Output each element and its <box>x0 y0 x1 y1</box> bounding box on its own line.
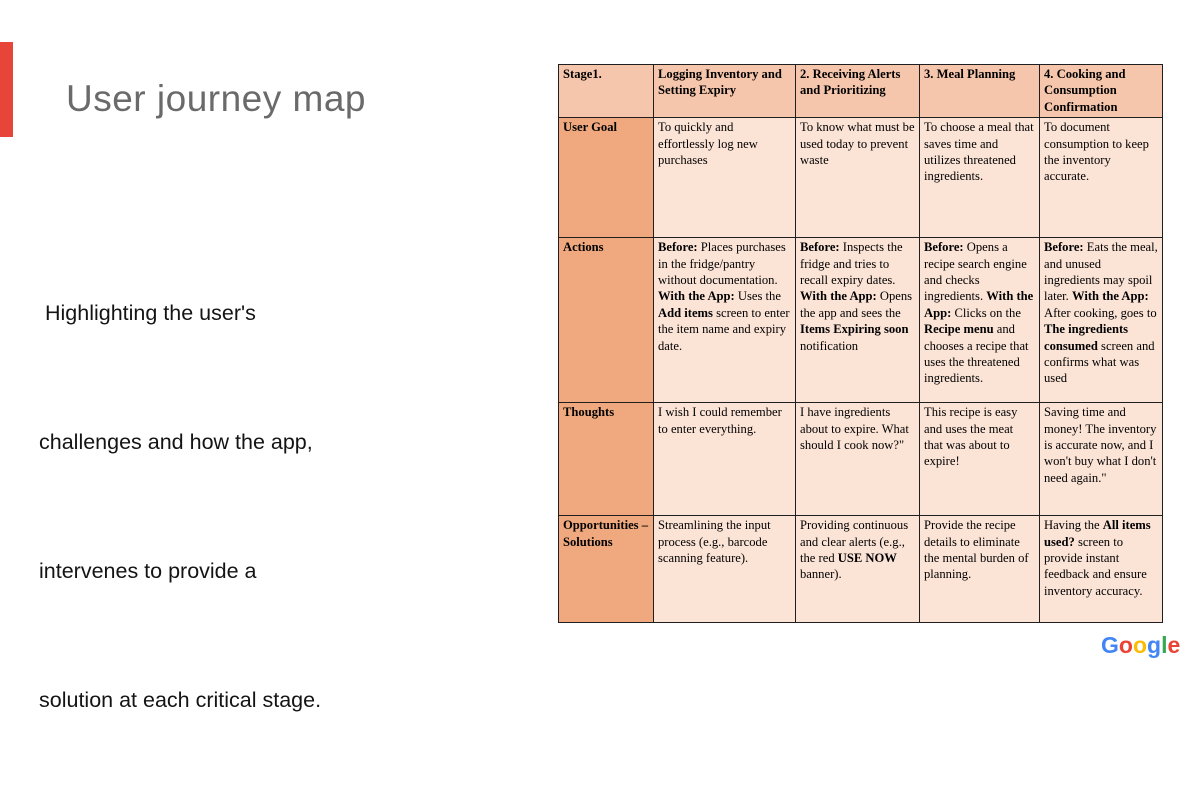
user-journey-table <box>558 64 1163 623</box>
cell-opportunities-2: Providing continuous and clear alerts (e.g., the red USE NOW banner). <box>796 516 920 623</box>
google-logo-letter: g <box>1147 632 1162 658</box>
google-logo-letter: o <box>1132 632 1148 658</box>
cell-thoughts-3: This recipe is easy and uses the meat that was about to expire! <box>920 403 1040 516</box>
google-logo-letter: l <box>1161 632 1168 658</box>
column-header-stage: Stage1. <box>559 65 654 118</box>
description-line: solution at each critical stage. <box>39 688 322 712</box>
cell-user-goal-1: To quickly and effortlessly log new purchases <box>654 118 796 238</box>
cell-thoughts-1: I wish I could remember to enter everything. <box>654 403 796 516</box>
table-row-opportunities <box>559 516 1163 623</box>
cell-opportunities-4: Having the All items used? screen to provide instant feedback and ensure inventory accuracy. <box>1040 516 1163 623</box>
column-header-cooking-confirmation: 4. Cooking and Consumption Confirmation <box>1040 65 1163 118</box>
column-header-meal-planning: 3. Meal Planning <box>920 65 1040 118</box>
table-row-actions <box>559 238 1163 403</box>
table-row-user-goal <box>559 118 1163 238</box>
cell-opportunities-3: Provide the recipe details to eliminate the mental burden of planning. <box>920 516 1040 623</box>
cell-thoughts-2: I have ingredients about to expire. What should I cook now?" <box>796 403 920 516</box>
cell-actions-4: Before: Eats the meal, and unused ingredients may spoil later. With the App: After cooking, goes to The ingredients consumed screen and confirms what was used <box>1040 238 1163 403</box>
cell-actions-1: Before: Places purchases in the fridge/pantry without documentation. With the App: Uses the Add items screen to enter the item name and expiry date. <box>654 238 796 403</box>
google-logo-letter: G <box>1101 632 1119 658</box>
description-line: challenges and how the app, <box>39 430 313 454</box>
accent-bar <box>0 42 13 137</box>
row-label-opportunities: Opportunities – Solutions <box>559 516 654 623</box>
cell-actions-2: Before: Inspects the fridge and tries to recall expiry dates. With the App: Opens the app and sees the Items Expiring soon notification <box>796 238 920 403</box>
column-header-receiving-alerts: 2. Receiving Alerts and Prioritizing <box>796 65 920 118</box>
row-label-actions: Actions <box>559 238 654 403</box>
table-row-thoughts <box>559 403 1163 516</box>
description-line: Highlighting the user's <box>39 301 256 325</box>
page-title: User journey map <box>66 78 367 119</box>
column-header-logging-inventory: Logging Inventory and Setting Expiry <box>654 65 796 118</box>
slide-description <box>39 206 321 808</box>
google-logo <box>1101 632 1180 659</box>
cell-thoughts-4: Saving time and money! The inventory is accurate now, and I won't buy what I don't need again." <box>1040 403 1163 516</box>
google-logo-letter: o <box>1118 632 1133 658</box>
description-line: intervenes to provide a <box>39 559 257 583</box>
cell-actions-3: Before: Opens a recipe search engine and checks ingredients. With the App: Clicks on the Recipe menu and chooses a recipe that uses the threatened ingredients. <box>920 238 1040 403</box>
cell-user-goal-3: To choose a meal that saves time and utilizes threatened ingredients. <box>920 118 1040 238</box>
cell-opportunities-1: Streamlining the input process (e.g., barcode scanning feature). <box>654 516 796 623</box>
row-label-thoughts: Thoughts <box>559 403 654 516</box>
google-logo-letter: e <box>1167 632 1181 658</box>
row-label-user-goal: User Goal <box>559 118 654 238</box>
cell-user-goal-2: To know what must be used today to prevent waste <box>796 118 920 238</box>
cell-user-goal-4: To document consumption to keep the inventory accurate. <box>1040 118 1163 238</box>
